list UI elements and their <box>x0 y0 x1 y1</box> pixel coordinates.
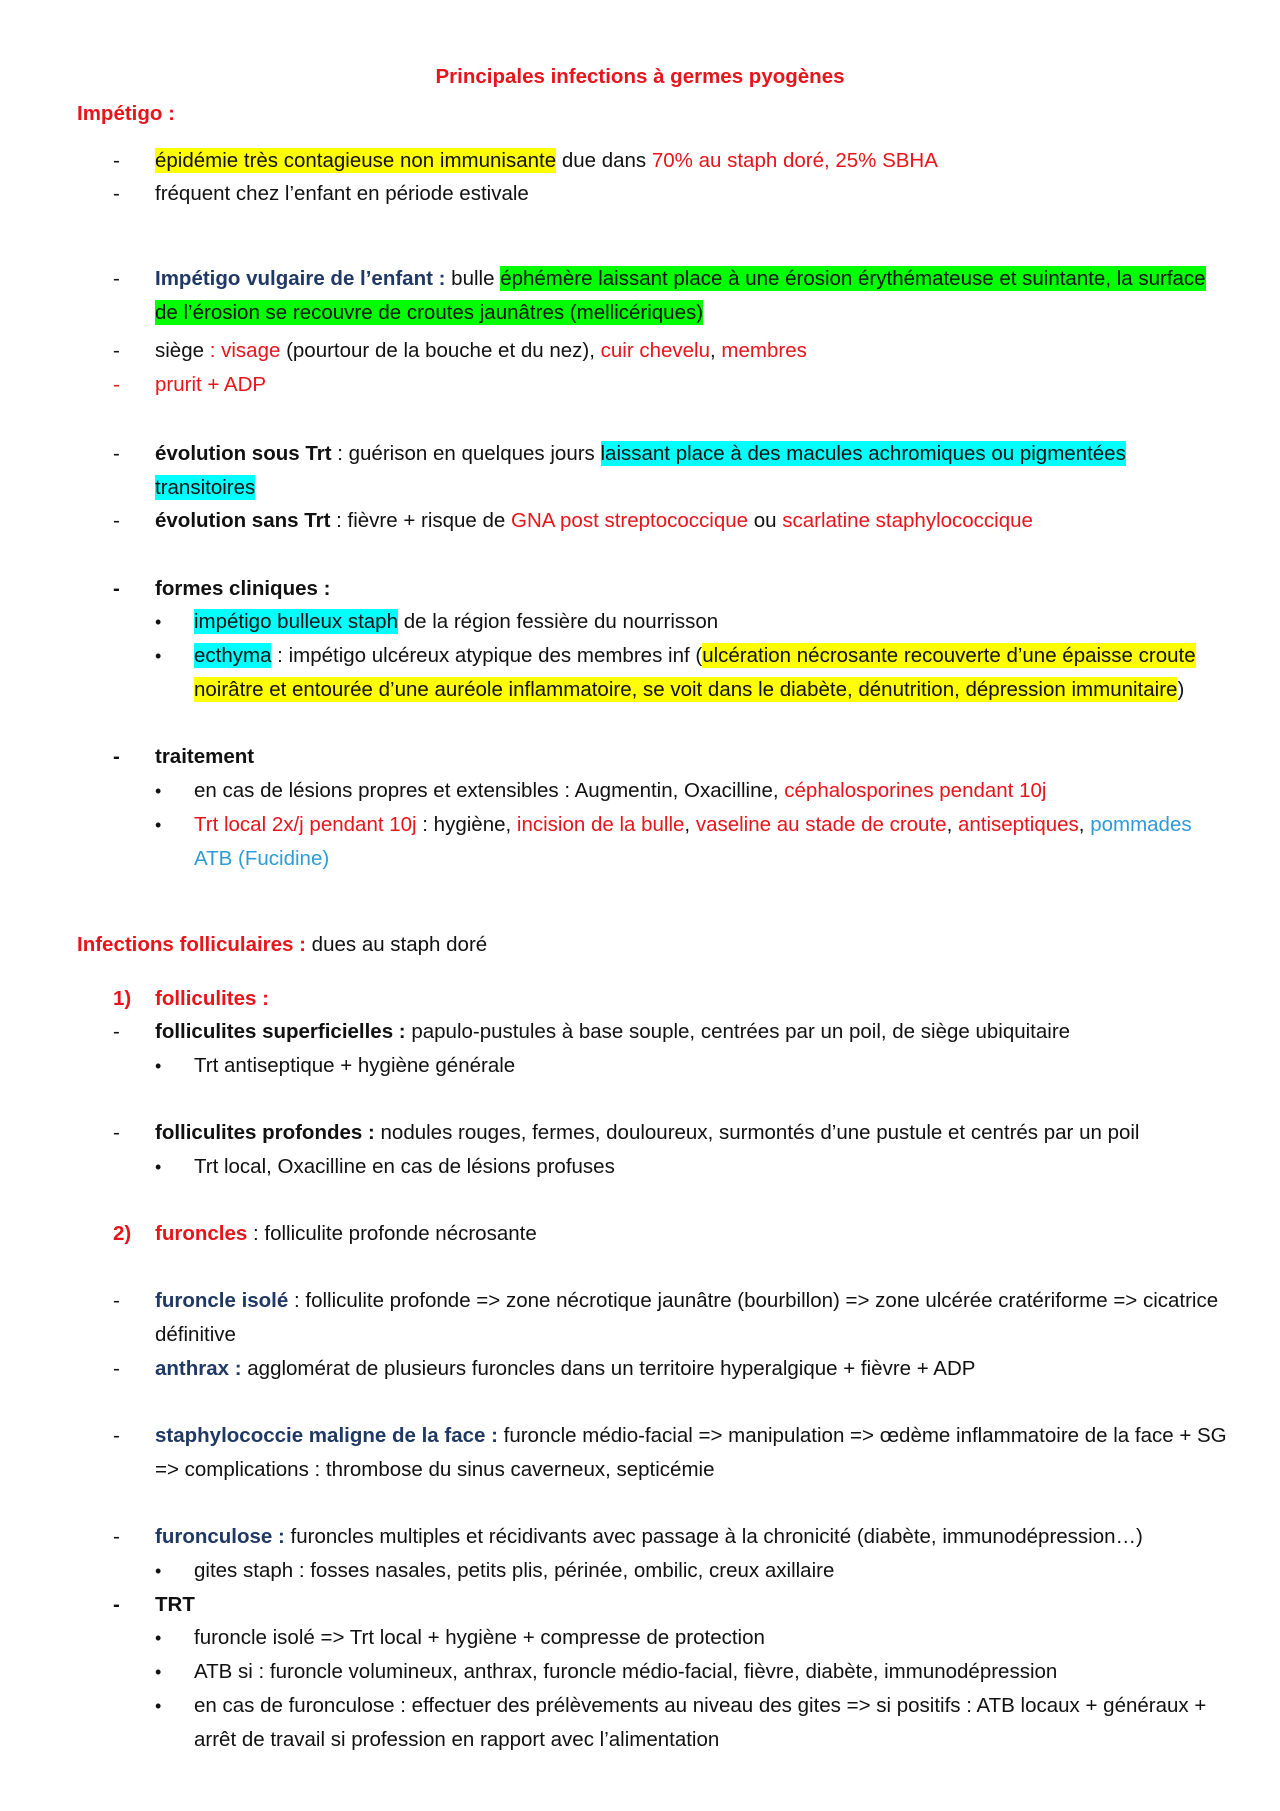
red-text: scarlatine staphylococcique <box>782 509 1033 532</box>
dash-marker: - <box>113 1121 120 1144</box>
dash-marker: - <box>113 1357 120 1380</box>
sub-item-furonculose-prelevements <box>77 1689 1227 1757</box>
text: , <box>946 813 958 836</box>
red-text: incision de la bulle <box>516 813 685 836</box>
bullet-marker: • <box>155 1696 162 1716</box>
text: Trt local, Oxacilline en cas de lésions profuses <box>194 1155 615 1178</box>
navy-label: furonculose : <box>155 1525 285 1548</box>
list-item-formes-cliniques <box>77 572 1227 606</box>
highlight-cyan: ecthyma <box>194 644 272 667</box>
dash-marker: - <box>113 1289 120 1312</box>
red-text: Trt local 2x/j pendant 10j <box>194 813 417 836</box>
dash-marker: - <box>113 182 120 205</box>
list-item-furoncle-isole <box>77 1284 1227 1352</box>
text: nodules rouges, fermes, douloureux, surmontés d’une pustule et centrés par un poil <box>374 1121 1140 1144</box>
text: : impétigo ulcéreux atypique des membres inf ( <box>271 644 703 667</box>
number-marker: 2) <box>113 1222 132 1245</box>
impetigo-heading-label: Impétigo : <box>77 102 175 125</box>
list-item-evolution-sans-trt <box>77 504 1227 538</box>
folliculaires-heading-label: Infections folliculaires : <box>77 933 306 956</box>
navy-label: furoncle isolé <box>155 1289 289 1312</box>
navy-label: Impétigo vulgaire de l’enfant : <box>155 267 446 290</box>
list-item-impetigo-vulgaire <box>77 262 1227 330</box>
bullet-marker: • <box>155 1056 162 1076</box>
text: due dans <box>556 149 652 172</box>
text: , <box>710 339 722 362</box>
text: fréquent chez l’enfant en période estivale <box>155 182 529 205</box>
bullet-marker: • <box>155 1561 162 1581</box>
sub-item-gites-staph <box>77 1554 1227 1588</box>
dash-marker: - <box>113 149 120 172</box>
list-item-furonculose <box>77 1520 1227 1554</box>
red-text: GNA post streptococcique <box>511 509 749 532</box>
list-item-siege <box>77 334 1227 368</box>
red-text: céphalosporines pendant 10j <box>784 779 1047 802</box>
list-item-trt <box>77 1588 1227 1622</box>
red-text: vaseline au stade de croute <box>695 813 947 836</box>
list-item-prurit <box>77 368 1227 402</box>
number-marker: 1) <box>113 987 132 1010</box>
text: (pourtour de la bouche et du nez), <box>280 339 601 362</box>
list-item-traitement <box>77 740 1227 774</box>
highlight-green: éphémère laissant place à une érosion érythémateuse et suintante, la surface de l’érosion se recouvre de croutes jaunâtres (mellicériques) <box>155 267 1206 324</box>
text: : fièvre + risque de <box>330 509 512 532</box>
list-item-epidemie <box>77 144 1227 178</box>
dash-marker: - <box>113 339 120 362</box>
bold-label: évolution sans Trt <box>155 509 331 532</box>
text: , <box>684 813 696 836</box>
bullet-marker: • <box>155 1662 162 1682</box>
bold-label: traitement <box>155 745 255 768</box>
list-item-folliculites-superficielles <box>77 1015 1227 1049</box>
sub-item-ecthyma <box>77 639 1227 707</box>
highlight-yellow: épidémie très contagieuse non immunisante <box>155 149 557 172</box>
dash-marker: - <box>113 442 120 465</box>
highlight-yellow: ulcération nécrosante recouverte d’une épaisse croute noirâtre et entourée d’une auréole inflammatoire, se voit dans le diabète, dénutrition, dépression immunitaire <box>194 644 1196 701</box>
section-heading-impetigo <box>77 97 175 131</box>
dash-marker: - <box>113 509 120 532</box>
page-title: Principales infections à germes pyogènes <box>435 65 845 88</box>
navy-label: staphylococcie maligne de la face : <box>155 1424 498 1447</box>
sub-item-impetigo-bulleux <box>77 605 1227 639</box>
red-text: cuir chevelu <box>600 339 710 362</box>
numbered-item-folliculites <box>77 982 1227 1016</box>
red-bold-label: folliculites : <box>155 987 269 1010</box>
sub-item-trt-antiseptique <box>77 1049 1227 1083</box>
list-item-anthrax <box>77 1352 1227 1386</box>
red-text: antiseptiques <box>957 813 1079 836</box>
dash-marker: - <box>113 577 120 600</box>
sub-item-lesions-propres <box>77 774 1227 808</box>
text: siège <box>155 339 210 362</box>
text: prurit + ADP <box>155 373 267 396</box>
dash-marker: - <box>113 1525 120 1548</box>
sub-item-atb-si <box>77 1655 1227 1689</box>
text: : folliculite profonde => zone nécrotique jaunâtre (bourbillon) => zone ulcérée cratériforme => cicatrice définitive <box>155 1289 1219 1346</box>
dash-marker: - <box>113 1593 120 1616</box>
dash-marker: - <box>113 1424 120 1447</box>
text: ou <box>748 509 783 532</box>
text: furoncle médio-facial => manipulation => œdème inflammatoire de la face + SG => complications : thrombose du sinus caverneux, septicémie <box>155 1424 1227 1481</box>
bullet-marker: • <box>155 646 162 666</box>
bold-label: folliculites profondes : <box>155 1121 375 1144</box>
bold-label: TRT <box>155 1593 195 1616</box>
navy-label: anthrax : <box>155 1357 242 1380</box>
text: furoncle isolé => Trt local + hygiène + compresse de protection <box>194 1626 765 1649</box>
bullet-marker: • <box>155 612 162 632</box>
text: de la région fessière du nourrisson <box>398 610 719 633</box>
list-item-evolution-sous-trt <box>77 437 1227 505</box>
sub-item-trt-local <box>77 808 1227 876</box>
text: : folliculite profonde nécrosante <box>247 1222 537 1245</box>
text: agglomérat de plusieurs furoncles dans un territoire hyperalgique + fièvre + ADP <box>241 1357 976 1380</box>
red-text: : visage <box>209 339 281 362</box>
list-item-staphylococcie-maligne <box>77 1419 1227 1487</box>
numbered-item-furoncles <box>77 1217 1227 1251</box>
highlight-cyan: laissant place à des macules achromiques ou pigmentées transitoires <box>155 442 1126 499</box>
bullet-marker: • <box>155 781 162 801</box>
text: bulle <box>445 267 501 290</box>
text: , <box>1078 813 1091 836</box>
dash-marker: - <box>113 745 120 768</box>
bold-label: évolution sous Trt <box>155 442 332 465</box>
red-text: membres <box>721 339 807 362</box>
text: : hygiène, <box>416 813 517 836</box>
dash-marker: - <box>113 373 120 396</box>
sub-item-trt-local-oxacilline <box>77 1150 1227 1184</box>
bullet-marker: • <box>155 815 162 835</box>
bold-label: folliculites superficielles : <box>155 1020 406 1043</box>
bullet-marker: • <box>155 1628 162 1648</box>
list-item-frequent <box>77 177 1227 211</box>
text: Trt antiseptique + hygiène générale <box>194 1054 516 1077</box>
section-heading-folliculaires <box>77 928 487 962</box>
text: en cas de lésions propres et extensibles : Augmentin, Oxacilline, <box>194 779 785 802</box>
text: gites staph : fosses nasales, petits plis, périnée, ombilic, creux axillaire <box>194 1559 835 1582</box>
red-text: 70% au staph doré, 25% SBHA <box>651 149 938 172</box>
text: dues au staph doré <box>305 933 488 956</box>
blue-text: pommades ATB (Fucidine) <box>194 813 1192 870</box>
text: : guérison en quelques jours <box>331 442 601 465</box>
sub-item-furoncle-isole-trt <box>77 1621 1227 1655</box>
list-item-folliculites-profondes <box>77 1116 1227 1150</box>
text: ATB si : furoncle volumineux, anthrax, furoncle médio-facial, fièvre, diabète, immunodépression <box>194 1660 1058 1683</box>
text: furoncles multiples et récidivants avec passage à la chronicité (diabète, immunodépression…) <box>284 1525 1143 1548</box>
red-bold-label: furoncles <box>155 1222 248 1245</box>
text: en cas de furonculose : effectuer des prélèvements au niveau des gites => si positifs : ATB locaux + généraux + arrêt de travail si profession en rapport avec l’alimentation <box>194 1694 1207 1751</box>
bold-label: formes cliniques : <box>155 577 331 600</box>
highlight-cyan: impétigo bulleux staph <box>194 610 398 633</box>
text: papulo-pustules à base souple, centrées par un poil, de siège ubiquitaire <box>405 1020 1071 1043</box>
text: ) <box>1177 678 1185 701</box>
dash-marker: - <box>113 267 120 290</box>
dash-marker: - <box>113 1020 120 1043</box>
bullet-marker: • <box>155 1157 162 1177</box>
